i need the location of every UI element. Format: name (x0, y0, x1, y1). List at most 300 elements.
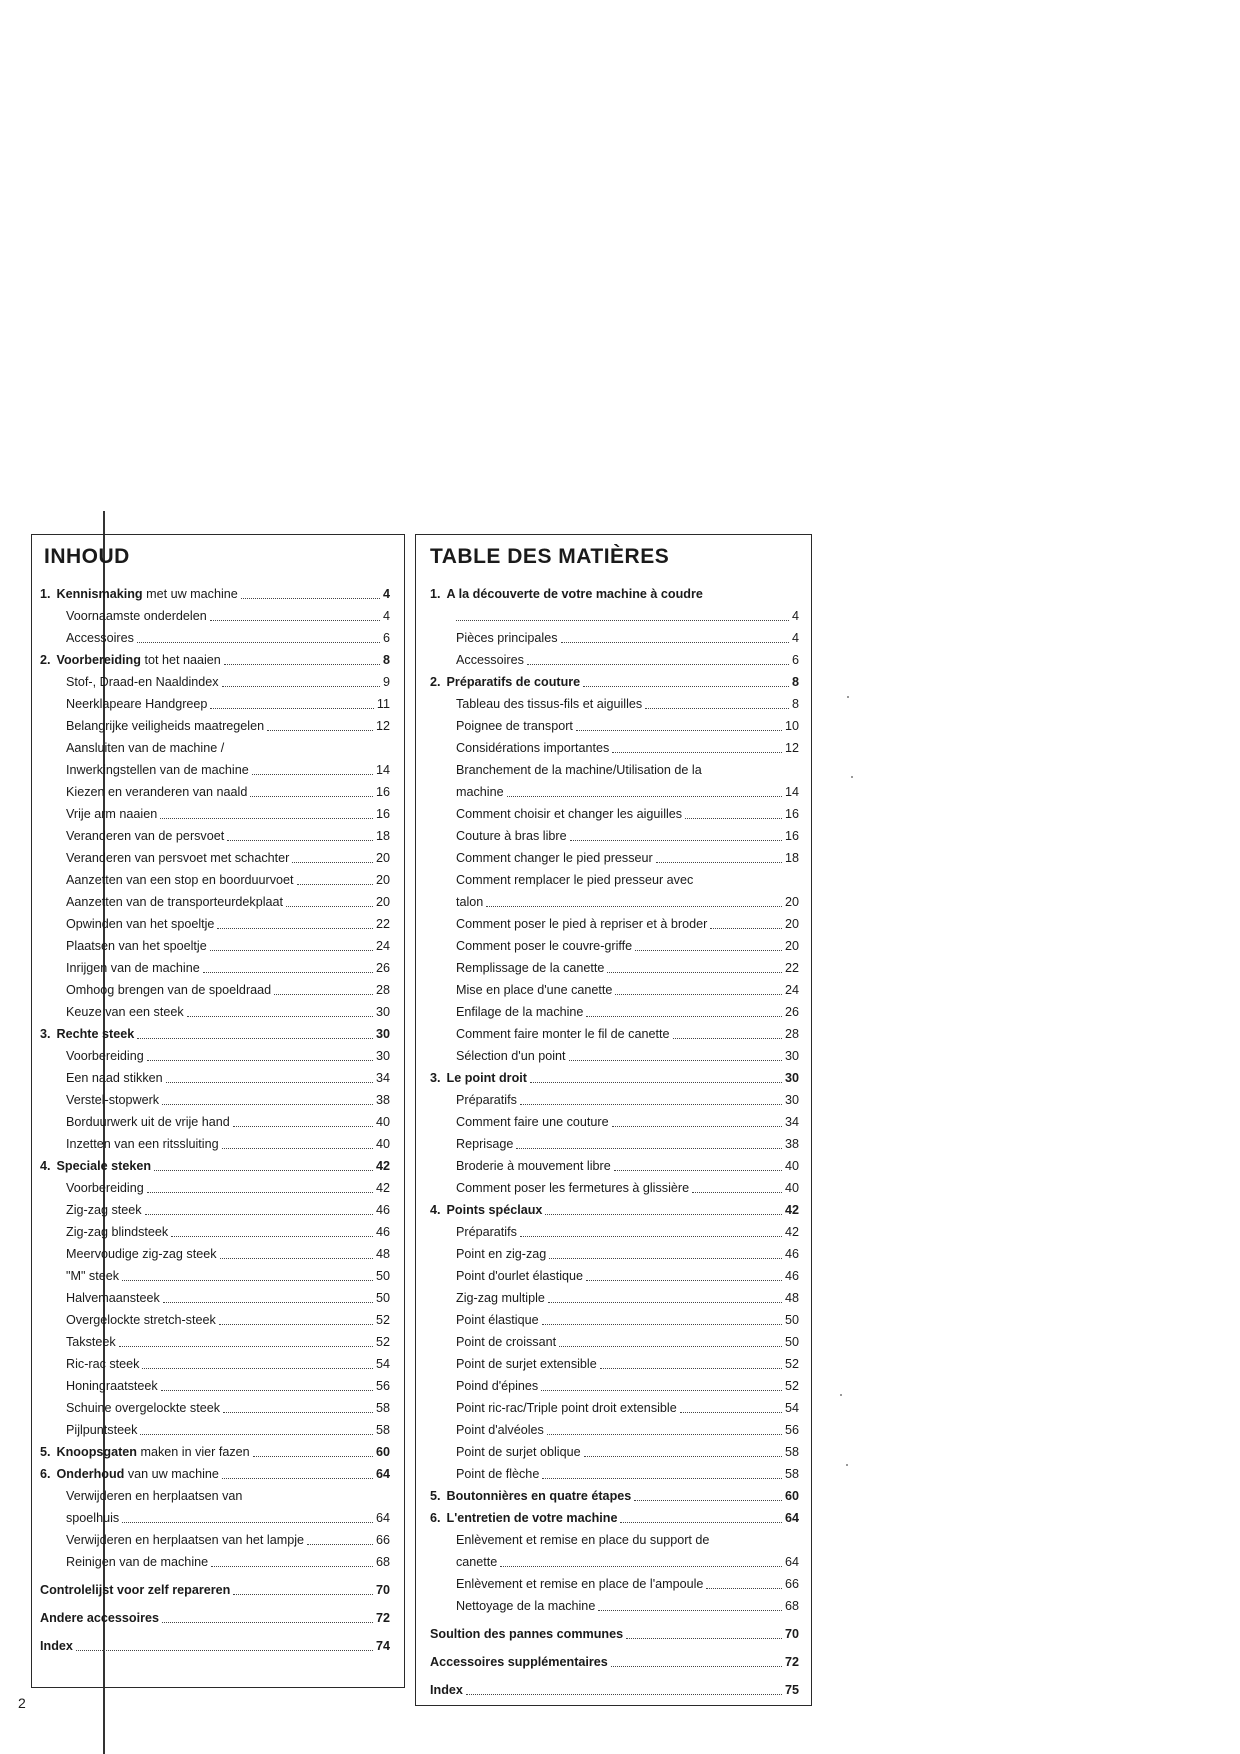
entry-text: Neerklapeare Handgreep (66, 697, 208, 711)
page-ref: 34 (784, 1115, 799, 1129)
dot-leader (530, 1081, 782, 1083)
page-ref: 48 (784, 1291, 799, 1305)
page-ref: 9 (382, 675, 390, 689)
section-title: Controlelijst voor zelf repareren (40, 1583, 231, 1597)
page-ref: 50 (375, 1269, 390, 1283)
entry-text: Point de croissant (456, 1335, 557, 1349)
entry-text: Point de flèche (456, 1467, 540, 1481)
page-ref: 22 (375, 917, 390, 931)
page-ref: 50 (784, 1335, 799, 1349)
entry-text: Inrijgen van de machine (66, 961, 200, 975)
toc-entry-label (40, 1133, 219, 1155)
toc-entry-label (430, 1001, 583, 1023)
toc-entry (40, 781, 390, 803)
entry-text: Comment poser le pied à repriser et à broder (456, 917, 708, 931)
section-title-rest: maken in vier fazen (136, 1445, 250, 1459)
toc-entry-label (40, 1155, 151, 1177)
dot-leader (137, 1037, 373, 1039)
toc-french (415, 534, 812, 1706)
page-ref: 58 (784, 1445, 799, 1459)
toc-entry-label (430, 583, 799, 605)
toc-entry (430, 1243, 799, 1265)
section-number: 4. (430, 1203, 441, 1217)
entry-text: Plaatsen van het spoeltje (66, 939, 207, 953)
section-title: Le point droit (446, 1071, 527, 1085)
entry-text: canette (456, 1555, 498, 1569)
dot-leader (466, 1693, 782, 1695)
toc-entry-label (430, 1551, 497, 1573)
entry-text: Point en zig-zag (456, 1247, 547, 1261)
page-ref: 8 (382, 653, 390, 667)
toc-entry-label (430, 891, 483, 913)
toc-entry-label (40, 847, 289, 869)
page-ref: 40 (375, 1137, 390, 1151)
dot-leader (516, 1147, 782, 1149)
page-ref: 70 (784, 1627, 799, 1641)
entry-text: Verwijderen en herplaatsen van het lampje (66, 1533, 305, 1547)
dot-leader (576, 729, 782, 731)
toc-entry (430, 1595, 799, 1617)
dot-leader (612, 751, 782, 753)
section-number: 3. (40, 1027, 51, 1041)
dot-leader (520, 1103, 782, 1105)
toc-entry (430, 1463, 799, 1485)
toc-entry (40, 957, 390, 979)
section-title: Onderhoud (56, 1467, 125, 1481)
entry-text: Comment remplacer le pied presseur avec (456, 873, 694, 887)
toc-entry (430, 693, 799, 715)
toc-entry-label (430, 957, 604, 979)
toc-entry-label (430, 1651, 608, 1673)
page-ref: 8 (791, 697, 799, 711)
toc-list-french (430, 583, 799, 1701)
page-ref: 12 (375, 719, 390, 733)
dot-leader (620, 1521, 782, 1523)
section-title: Voorbereiding (56, 653, 141, 667)
dot-leader (692, 1191, 782, 1193)
page-ref: 64 (784, 1555, 799, 1569)
page-ref: 46 (784, 1247, 799, 1261)
toc-entry-label (430, 1243, 546, 1265)
dot-leader (607, 971, 782, 973)
toc-entry-label (430, 1089, 517, 1111)
dot-leader (210, 619, 380, 621)
toc-entry-label (430, 935, 632, 957)
page-ref: 28 (375, 983, 390, 997)
dot-leader (680, 1411, 782, 1413)
dot-leader (635, 949, 782, 951)
toc-entry (430, 1353, 799, 1375)
toc-entry-label (430, 1679, 463, 1701)
toc-entry (430, 1651, 799, 1673)
toc-entry-label (40, 1353, 139, 1375)
entry-text: Omhoog brengen van de spoeldraad (66, 983, 272, 997)
entry-text: Taksteek (66, 1335, 116, 1349)
page-ref: 20 (375, 851, 390, 865)
toc-entry (40, 979, 390, 1001)
toc-entry (430, 1067, 799, 1089)
dot-leader (586, 1015, 782, 1017)
dot-leader (76, 1649, 373, 1651)
toc-entry-label (40, 1331, 116, 1353)
page-ref: 42 (375, 1159, 390, 1173)
dot-leader (119, 1345, 373, 1347)
section-title: Points spéclaux (446, 1203, 543, 1217)
page-ref: 50 (784, 1313, 799, 1327)
entry-text: Belangrijke veiligheids maatregelen (66, 719, 265, 733)
entry-text: Poind d'épines (456, 1379, 539, 1393)
section-title: Index (430, 1683, 463, 1697)
toc-entry-label (430, 979, 612, 1001)
toc-entry-label (40, 1397, 220, 1419)
page-ref: 70 (375, 1583, 390, 1597)
page-ref: 52 (784, 1379, 799, 1393)
section-title: A la découverte de votre machine à coudre (446, 587, 703, 601)
section-number: 5. (430, 1489, 441, 1503)
dot-leader (147, 1059, 373, 1061)
toc-entry-label (40, 803, 157, 825)
page-ref: 26 (784, 1005, 799, 1019)
toc-entry-label (40, 1001, 184, 1023)
entry-text: Branchement de la machine/Utilisation de la (456, 763, 702, 777)
page-ref: 56 (375, 1379, 390, 1393)
entry-text: Inzetten van een ritssluiting (66, 1137, 219, 1151)
toc-entry-label (430, 1573, 703, 1595)
toc-entry (430, 1573, 799, 1595)
toc-entry-label (430, 1221, 517, 1243)
dot-leader (203, 971, 373, 973)
toc-entry-label (430, 1265, 583, 1287)
toc-entry (40, 583, 390, 605)
section-number: 2. (40, 653, 51, 667)
toc-entry (40, 671, 390, 693)
dot-leader (615, 993, 782, 995)
dot-leader (600, 1367, 782, 1369)
page-ref: 58 (375, 1423, 390, 1437)
page-ref: 58 (375, 1401, 390, 1415)
toc-entry-label (430, 671, 580, 693)
toc-entry-label (430, 715, 573, 737)
entry-text: Pièces principales (456, 631, 558, 645)
dot-leader (307, 1543, 373, 1545)
section-title-rest: met uw machine (142, 587, 238, 601)
section-title: Rechte steek (56, 1027, 135, 1041)
toc-entry-label (40, 1265, 119, 1287)
dot-leader (227, 839, 373, 841)
toc-entry-label (40, 1243, 217, 1265)
toc-entry (430, 825, 799, 847)
entry-text: Stof-, Draad-en Naaldindex (66, 675, 219, 689)
toc-entry (430, 649, 799, 671)
dot-leader (154, 1169, 373, 1171)
entry-text: Enlèvement et remise en place de l'ampoule (456, 1577, 704, 1591)
dot-leader (142, 1367, 373, 1369)
entry-text: Voornaamste onderdelen (66, 609, 207, 623)
toc-entry-label (40, 1441, 250, 1463)
dot-leader (549, 1257, 782, 1259)
scan-speck (840, 1394, 842, 1396)
entry-text: Comment poser les fermetures à glissière (456, 1181, 690, 1195)
dot-leader (274, 993, 373, 995)
toc-entry (40, 1485, 390, 1507)
toc-entry-label (430, 1309, 539, 1331)
toc-entry-label (40, 957, 200, 979)
section-title: Préparatifs de couture (446, 675, 581, 689)
toc-entry-label (40, 1607, 159, 1629)
page-ref: 20 (784, 895, 799, 909)
page-ref: 56 (784, 1423, 799, 1437)
section-title: Index (40, 1639, 73, 1653)
toc-entry-label (430, 1111, 609, 1133)
toc-entry-label (430, 627, 558, 649)
toc-entry-label (40, 1199, 142, 1221)
dot-leader (634, 1499, 782, 1501)
toc-entry-label (430, 825, 567, 847)
toc-entry-label (40, 737, 390, 759)
page-ref: 66 (375, 1533, 390, 1547)
toc-entry (430, 627, 799, 649)
entry-text: Comment faire monter le fil de canette (456, 1027, 670, 1041)
toc-entry-label (430, 1287, 545, 1309)
entry-text: Inwerkingstellen van de machine (66, 763, 249, 777)
page-ref: 6 (382, 631, 390, 645)
toc-entry (40, 1089, 390, 1111)
toc-entry (40, 737, 390, 759)
dot-leader (166, 1081, 373, 1083)
toc-entry-label (430, 1331, 556, 1353)
toc-entry (40, 759, 390, 781)
toc-entry-label (40, 913, 214, 935)
toc-entry (430, 869, 799, 891)
toc-entry-label (40, 715, 264, 737)
entry-text: Point de surjet extensible (456, 1357, 597, 1371)
toc-entry-label (430, 1045, 566, 1067)
toc-entry (40, 1177, 390, 1199)
toc-entry (40, 825, 390, 847)
page-ref: 74 (375, 1639, 390, 1653)
toc-entry-label (430, 1507, 617, 1529)
entry-text: Ric-rac steek (66, 1357, 140, 1371)
toc-entry (40, 1579, 390, 1601)
toc-entry (40, 1309, 390, 1331)
dot-leader (241, 597, 380, 599)
dot-leader (486, 905, 782, 907)
toc-entry-label (430, 847, 653, 869)
toc-entry-label (430, 803, 682, 825)
dot-leader (656, 861, 782, 863)
toc-entry-label (40, 1089, 159, 1111)
toc-entry-label (430, 1023, 670, 1045)
toc-entry-label (40, 1551, 208, 1573)
entry-text: Honingraatsteek (66, 1379, 158, 1393)
section-title: L'entretien de votre machine (446, 1511, 618, 1525)
section-title: Accessoires supplémentaires (430, 1655, 608, 1669)
dot-leader (219, 1323, 373, 1325)
page-ref: 30 (375, 1027, 390, 1041)
toc-entry (430, 803, 799, 825)
dot-leader (570, 839, 782, 841)
page-ref: 10 (784, 719, 799, 733)
dot-leader (673, 1037, 782, 1039)
toc-entry (40, 1111, 390, 1133)
toc-entry (40, 1441, 390, 1463)
dot-leader (137, 641, 380, 643)
entry-text: Accessoires (456, 653, 524, 667)
dot-leader (187, 1015, 373, 1017)
dot-leader (222, 1147, 373, 1149)
entry-text: Enlèvement et remise en place du support de (456, 1533, 710, 1547)
toc-entry-label (430, 1177, 689, 1199)
entry-text: Vrije arm naaien (66, 807, 158, 821)
toc-title-french: TABLE DES MATIÈRES (430, 545, 670, 568)
toc-entry-label (430, 759, 799, 781)
toc-entry (40, 1463, 390, 1485)
page-ref: 24 (784, 983, 799, 997)
toc-list-dutch (40, 583, 390, 1657)
toc-entry-label (40, 1177, 144, 1199)
toc-entry-label (40, 605, 207, 627)
dot-leader (252, 773, 373, 775)
toc-entry-label (430, 1485, 631, 1507)
entry-text: Considérations importantes (456, 741, 610, 755)
toc-entry (430, 1155, 799, 1177)
page-ref: 54 (784, 1401, 799, 1415)
dot-leader (162, 1103, 373, 1105)
page-ref: 38 (784, 1137, 799, 1151)
toc-entry (40, 627, 390, 649)
entry-text: Schuine overgelockte steek (66, 1401, 221, 1415)
toc-entry-label (40, 1419, 137, 1441)
toc-entry-label (40, 671, 219, 693)
toc-entry-label (40, 693, 207, 715)
entry-text: Poignee de transport (456, 719, 573, 733)
toc-entry (40, 693, 390, 715)
dot-leader (710, 927, 782, 929)
entry-text: Kiezen en veranderen van naald (66, 785, 248, 799)
section-number: 1. (430, 587, 441, 601)
dot-leader (561, 641, 789, 643)
toc-entry (430, 847, 799, 869)
section-title-rest: tot het naaien (140, 653, 221, 667)
entry-text: "M" steek (66, 1269, 120, 1283)
toc-entry (430, 957, 799, 979)
toc-entry (40, 605, 390, 627)
toc-entry-label (40, 759, 249, 781)
toc-entry (430, 1045, 799, 1067)
toc-entry (40, 1221, 390, 1243)
entry-text: Préparatifs (456, 1225, 517, 1239)
dot-leader (160, 817, 373, 819)
page-ref: 4 (791, 631, 799, 645)
section-number: 4. (40, 1159, 51, 1173)
dot-leader (224, 663, 380, 665)
toc-entry-label (40, 825, 224, 847)
toc-entry (430, 1221, 799, 1243)
page-ref: 68 (375, 1555, 390, 1569)
toc-entry (430, 1265, 799, 1287)
section-title: Andere accessoires (40, 1611, 160, 1625)
dot-leader (645, 707, 789, 709)
toc-entry (40, 1199, 390, 1221)
toc-entry (40, 913, 390, 935)
page-ref: 64 (375, 1467, 390, 1481)
toc-entry (430, 759, 799, 781)
page-ref: 42 (784, 1225, 799, 1239)
page-ref: 64 (784, 1511, 799, 1525)
toc-entry (40, 1607, 390, 1629)
toc-dutch (31, 534, 405, 1688)
page-ref: 16 (375, 807, 390, 821)
entry-text: Enfilage de la machine (456, 1005, 584, 1019)
toc-entry (40, 1419, 390, 1441)
entry-text: Zig-zag multiple (456, 1291, 545, 1305)
entry-text: Veranderen van persvoet met schachter (66, 851, 290, 865)
page-ref: 75 (784, 1683, 799, 1697)
dot-leader (520, 1235, 782, 1237)
dot-leader (222, 685, 380, 687)
page-ref: 60 (375, 1445, 390, 1459)
entry-text: talon (456, 895, 484, 909)
dot-leader (122, 1279, 373, 1281)
page-ref: 54 (375, 1357, 390, 1371)
toc-entry (430, 1111, 799, 1133)
dot-leader (162, 1621, 373, 1623)
section-number: 3. (430, 1071, 441, 1085)
dot-leader (222, 1477, 373, 1479)
entry-text: Aansluiten van de machine / (66, 741, 225, 755)
entry-text: Aanzetten van de transporteurdekplaat (66, 895, 284, 909)
toc-entry-label (430, 1199, 542, 1221)
toc-entry (430, 1177, 799, 1199)
page-ref: 48 (375, 1247, 390, 1261)
toc-entry-label (40, 583, 238, 605)
page-ref: 4 (791, 609, 799, 623)
section-title: Knoopsgaten (56, 1445, 137, 1459)
dot-leader (220, 1257, 373, 1259)
entry-text: Verwijderen en herplaatsen van (66, 1489, 243, 1503)
entry-text: Voorbereiding (66, 1181, 144, 1195)
toc-entry-label (40, 1485, 390, 1507)
dot-leader (161, 1389, 373, 1391)
toc-entry (430, 1679, 799, 1701)
page-ref: 18 (784, 851, 799, 865)
dot-leader (569, 1059, 782, 1061)
dot-leader (583, 685, 789, 687)
toc-entry-label (430, 1595, 595, 1617)
section-title-rest: van uw machine (124, 1467, 219, 1481)
toc-entry (40, 1375, 390, 1397)
entry-text: Préparatifs (456, 1093, 517, 1107)
dot-leader (286, 905, 373, 907)
toc-entry (430, 1023, 799, 1045)
scan-speck (846, 1464, 848, 1466)
toc-entry-label (430, 1067, 527, 1089)
dot-leader (210, 949, 373, 951)
toc-entry-label (430, 1155, 611, 1177)
entry-text: Meervoudige zig-zag steek (66, 1247, 217, 1261)
dot-leader (233, 1593, 373, 1595)
dot-leader (547, 1433, 782, 1435)
page-ref: 52 (784, 1357, 799, 1371)
entry-text: Couture à bras libre (456, 829, 567, 843)
dot-leader (559, 1345, 782, 1347)
toc-entry-label (40, 1045, 144, 1067)
toc-entry (430, 1529, 799, 1551)
toc-entry-label (40, 869, 294, 891)
page-ref: 72 (784, 1655, 799, 1669)
dot-leader (706, 1587, 782, 1589)
entry-text: Een naad stikken (66, 1071, 163, 1085)
